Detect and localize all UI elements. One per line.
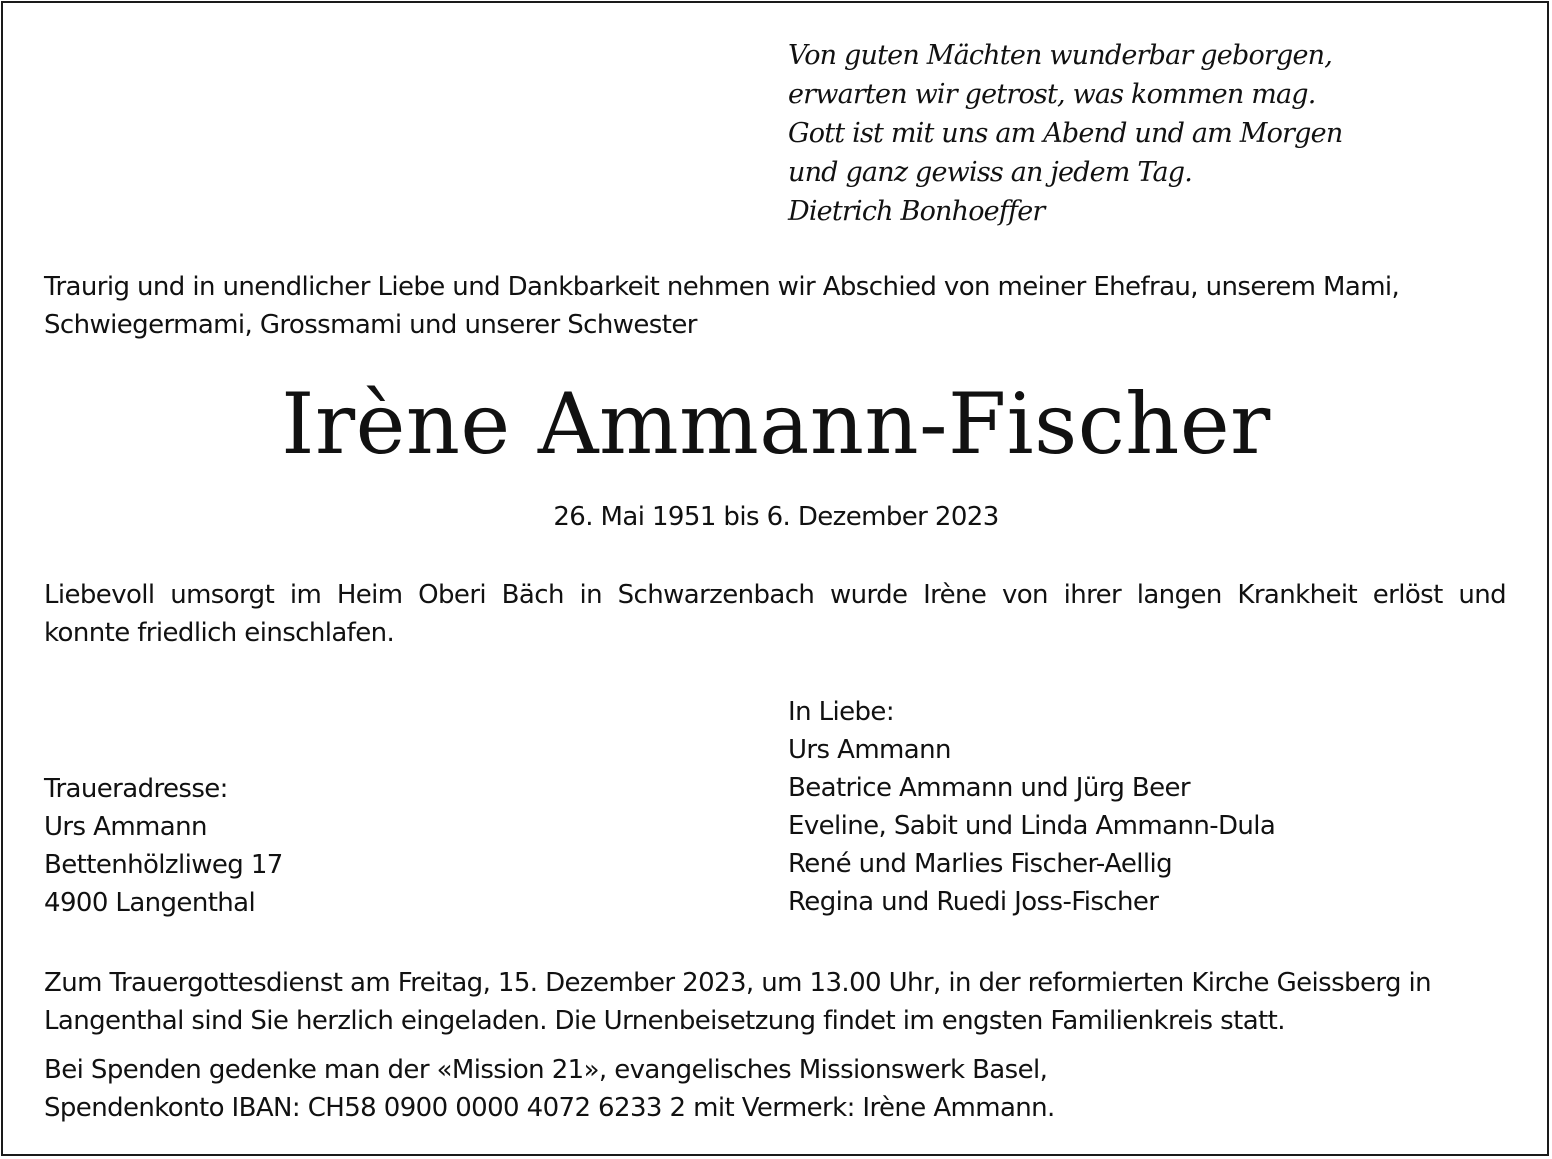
service-line: Langenthal sind Sie herzlich eingeladen. Die Urnenbeisetzung findet im engsten Familienkreis statt. [44, 1006, 1285, 1036]
intro-paragraph [44, 268, 1506, 344]
poem-quote [788, 36, 1342, 231]
address-street: Bettenhölzliweg 17 [44, 850, 283, 880]
address-city: 4900 Langenthal [44, 888, 256, 918]
intro-line: Traurig und in unendlicher Liebe und Dankbarkeit nehmen wir Abschied von meiner Ehefrau, unserem Mami, [44, 272, 1400, 302]
donation-line: Bei Spenden gedenke man der «Mission 21», evangelisches Missionswerk Basel, [44, 1055, 1048, 1085]
poem-author: Dietrich Bonhoeffer [788, 196, 1045, 227]
poem-line: erwarten wir getrost, was kommen mag. [788, 79, 1316, 110]
family-member: Regina und Ruedi Joss-Fischer [788, 887, 1159, 917]
poem-line: Gott ist mit uns am Abend und am Morgen [788, 118, 1343, 149]
family-heading: In Liebe: [788, 697, 894, 727]
family-member: René und Marlies Fischer-Aellig [788, 849, 1173, 879]
deceased-name: Irène Ammann-Fischer [281, 375, 1271, 473]
address-heading: Traueradresse: [44, 774, 228, 804]
care-line: konnte friedlich einschlafen. [44, 618, 395, 648]
service-line: Zum Trauergottesdienst am Freitag, 15. Dezember 2023, um 13.00 Uhr, in der reformierten Kirche Geissberg in [44, 968, 1432, 998]
family-member: Beatrice Ammann und Jürg Beer [788, 773, 1191, 803]
address-name: Urs Ammann [44, 812, 207, 842]
family-list [788, 693, 1275, 921]
mourning-address [44, 770, 283, 922]
donation-paragraph [44, 1051, 1506, 1127]
poem-line: und ganz gewiss an jedem Tag. [788, 157, 1193, 188]
family-member: Urs Ammann [788, 735, 951, 765]
care-paragraph [44, 576, 1506, 652]
life-dates: 26. Mai 1951 bis 6. Dezember 2023 [553, 502, 999, 532]
service-paragraph [44, 964, 1506, 1040]
care-line: Liebevoll umsorgt im Heim Oberi Bäch in Schwarzenbach wurde Irène von ihrer langen Krankheit erlöst und [44, 580, 1506, 610]
poem-line: Von guten Mächten wunderbar geborgen, [788, 40, 1333, 71]
family-member: Eveline, Sabit und Linda Ammann-Dula [788, 811, 1276, 841]
intro-line: Schwiegermami, Grossmami und unserer Schwester [44, 310, 697, 340]
donation-line: Spendenkonto IBAN: CH58 0900 0000 4072 6233 2 mit Vermerk: Irène Ammann. [44, 1093, 1055, 1123]
